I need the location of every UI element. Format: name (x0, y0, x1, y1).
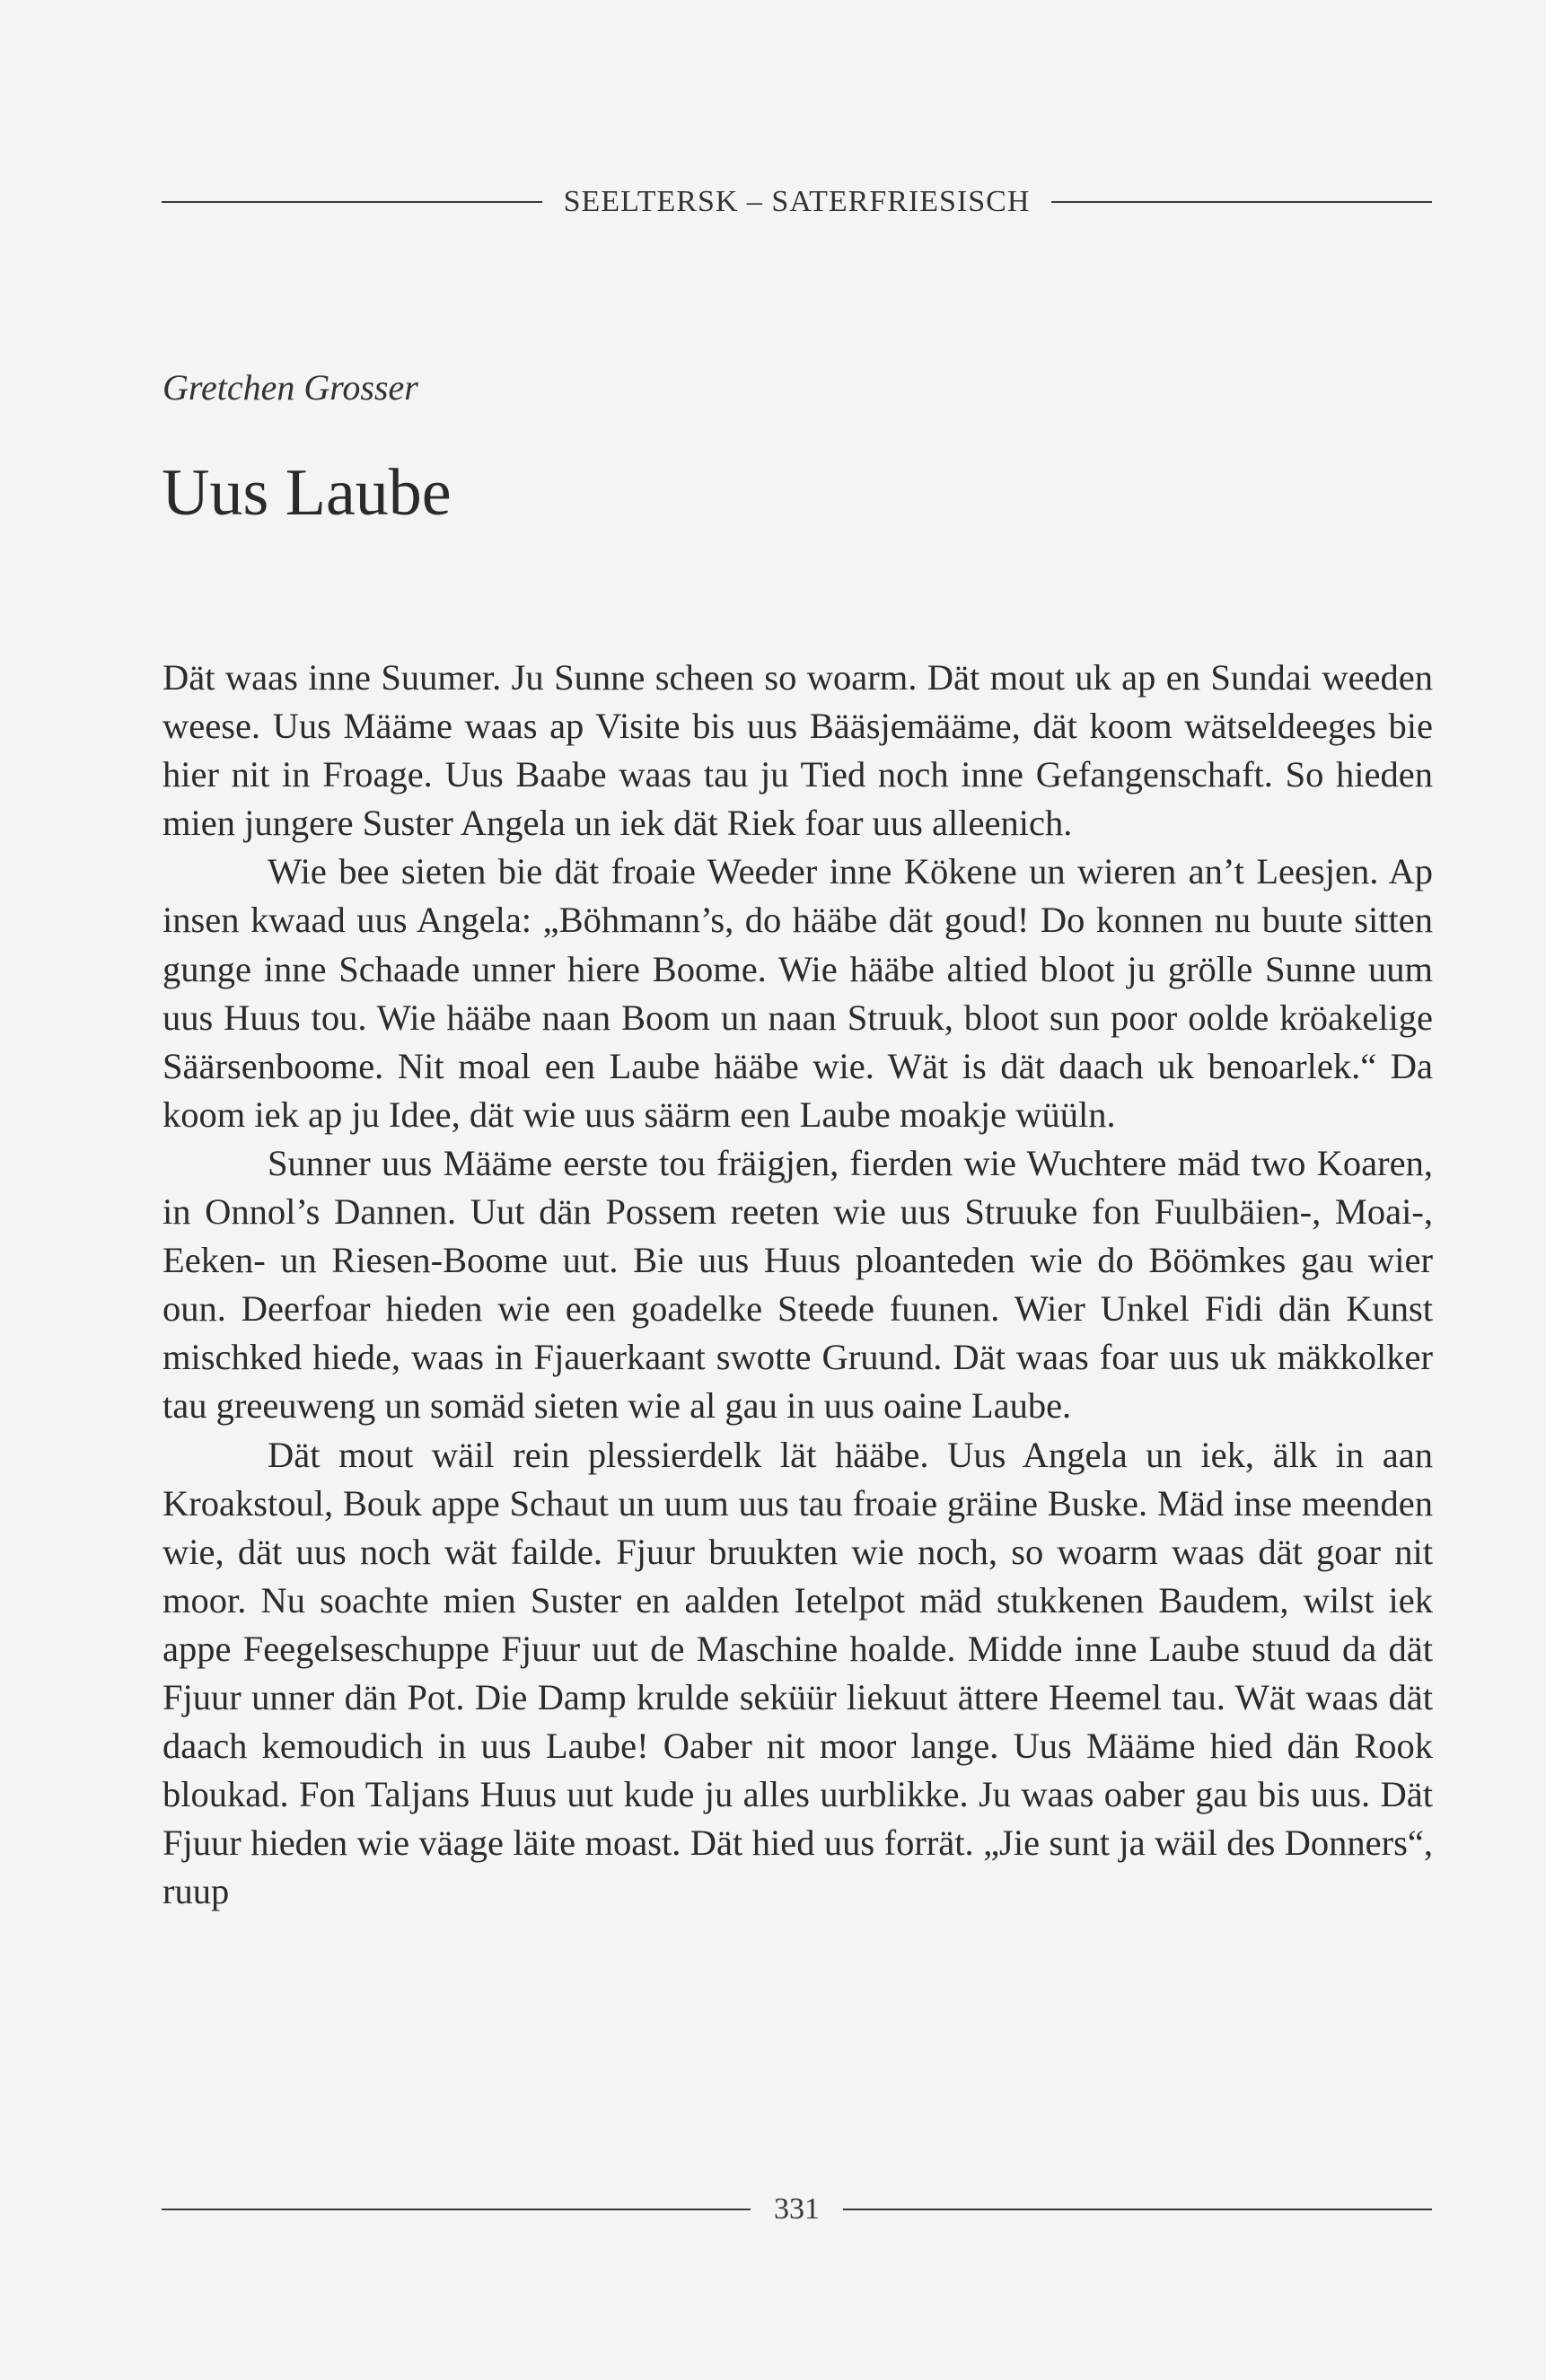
paragraph-4: Dät mout wäil rein plessierdelk lät hääbe. Uus Angela un iek, älk in aan Kroakstoul, Bouk appe Schaut un uum uus tau froaie gräine Buske. Mäd inse meenden wie, dät uus noch wät failde. Fjuur bruukten wie noch, so woarm waas dät goar nit moor. Nu soachte mien Suster en aalden Ietelpot mäd stukkenen Baudem, wilst iek appe Feegelseschuppe Fjuur uut de Maschine hoalde. Midde inne Laube stuud da dät Fjuur unner dän Pot. Die Damp krulde seküür liekuut ättere Heemel tau. Wät waas dät daach kemoudich in uus Laube! Oaber nit moor lange. Uus Määme hied dän Rook bloukad. Fon Taljans Huus uut kude ju alles uurblikke. Ju waas oaber gau bis uus. Dät Fjuur hieden wie väage läite moast. Dät hied uus forrät. „Jie sunt ja wäil des Donners“, ruup (163, 1434, 1433, 1912)
page-footer (162, 2187, 1432, 2232)
page-number: 331 (774, 2192, 820, 2226)
author-name: Gretchen Grosser (163, 367, 418, 408)
running-title: SEELTERSK – SATERFRIESISCH (563, 185, 1031, 218)
footer-rule-right (843, 2209, 1432, 2210)
story-body (163, 654, 1433, 1916)
header-rule-left (162, 201, 542, 203)
story-title: Uus Laube (162, 456, 452, 530)
paragraph-1: Dät waas inne Suumer. Ju Sunne scheen so woarm. Dät mout uk ap en Sundai weeden weese. Uus Määme waas ap Visite bis uus Bääsjemääme, dät koom wätseldeeges bie hier nit in Froage. Uus Baabe waas tau ju Tied noch inne Gefangenschaft. So hieden mien jungere Suster Angela un iek dät Riek foar uus alleenich. (163, 657, 1433, 844)
paragraph-3: Sunner uus Määme eerste tou fräigjen, fierden wie Wuchtere mäd two Koaren, in Onnol’s Dannen. Uut dän Possem reeten wie uus Struuke fon Fuulbäien-, Moai-, Eeken- un Riesen-Boome uut. Bie uus Huus ploanteden wie do Böömkes gau wier oun. Deerfoar hieden wie een goadelke Steede fuunen. Wier Unkel Fidi dän Kunst mischked hiede, waas in Fjauerkaant swotte Gruund. Dät waas foar uus uk mäkkolker tau greeuweng un somäd sieten wie al gau in uus oaine Laube. (163, 1142, 1433, 1427)
header-rule-right (1051, 201, 1432, 203)
paragraph-2: Wie bee sieten bie dät froaie Weeder inne Kökene un wieren an’t Leesjen. Ap insen kwaad uus Angela: „Böhmann’s, do hääbe dät goud! Do konnen nu buute sitten gunge inne Schaade unner hiere Boome. Wie hääbe altied bloot ju grölle Sunne uum uus Huus tou. Wie hääbe naan Boom un naan Struuk, bloot sun poor oolde kröakelige Säärsenboome. Nit moal een Laube hääbe wie. Wät is dät daach uk benoarlek.“ Da koom iek ap ju Idee, dät wie uus säärm een Laube moakje wüüln. (163, 851, 1433, 1135)
running-header (162, 180, 1432, 224)
footer-rule-left (162, 2209, 751, 2210)
